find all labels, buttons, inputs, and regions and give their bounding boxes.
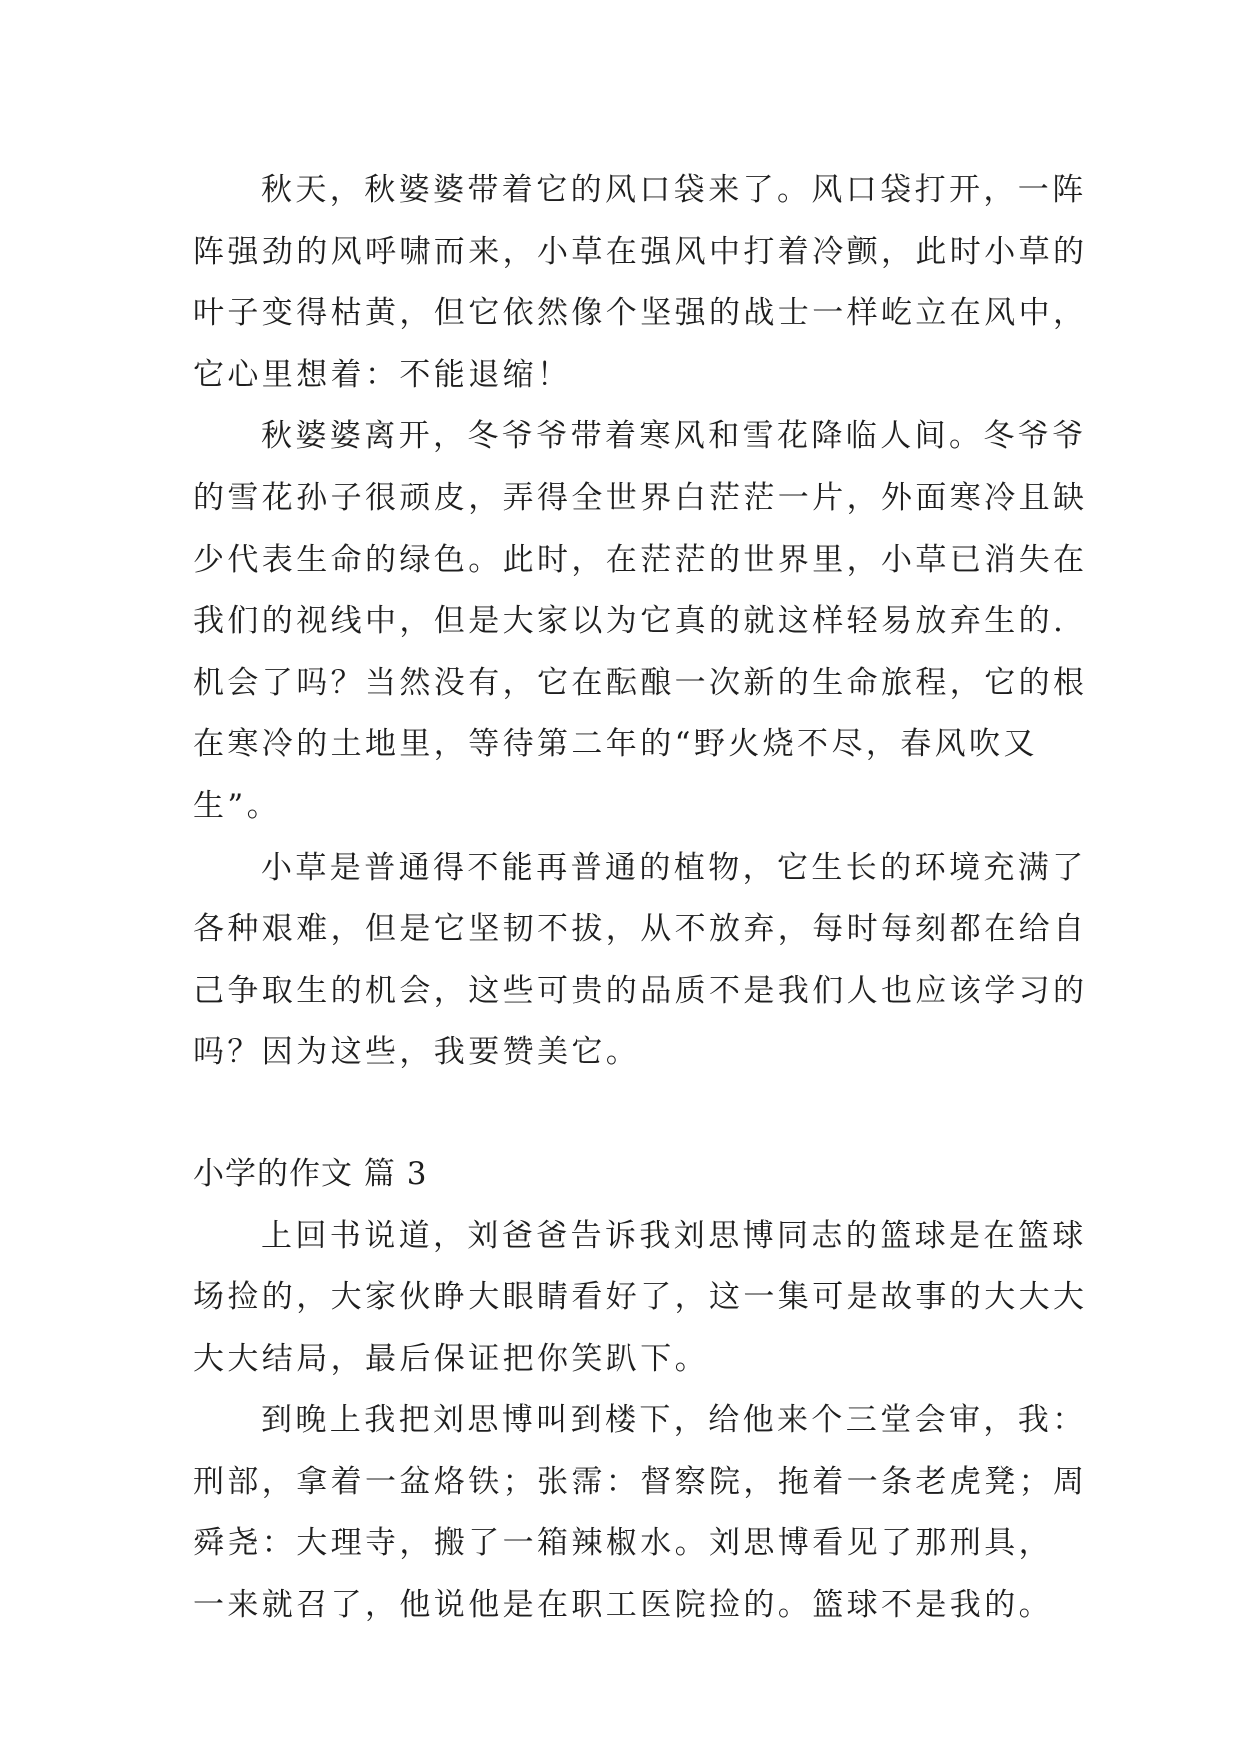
text-line: 它心里想着：不能退缩！ — [193, 356, 572, 393]
text-line: 吗？因为这些，我要赞美它。 — [193, 1034, 641, 1071]
text-line: 的雪花孙子很顽皮，弄得全世界白茫茫一片，外面寒冷且缺 — [193, 479, 1088, 516]
paragraph-autumn — [193, 160, 1088, 406]
text-line: 我们的视线中，但是大家以为它真的就这样轻易放弃生的. — [193, 603, 1067, 640]
text-line: 一来就召了，他说他是在职工医院捡的。篮球不是我的。 — [193, 1587, 1053, 1624]
text-line: 大大结局，最后保证把你笑趴下。 — [193, 1340, 709, 1377]
text-line: 刑部，拿着一盆烙铁；张霈：督察院，拖着一条老虎凳；周 — [193, 1463, 1088, 1500]
paragraph-winter — [193, 406, 1088, 837]
text-line: 阵强劲的风呼啸而来，小草在强风中打着冷颤，此时小草的 — [193, 233, 1088, 270]
document-body — [193, 160, 1088, 1637]
text-line: 舜尧：大理寺，搬了一箱辣椒水。刘思博看见了那刑具， — [193, 1525, 1053, 1562]
text-line: 上回书说道，刘爸爸告诉我刘思博同志的篮球是在篮球 — [261, 1217, 1087, 1254]
text-line: 叶子变得枯黄，但它依然像个坚强的战士一样屹立在风中， — [193, 295, 1088, 332]
text-line: 少代表生命的绿色。此时，在茫茫的世界里，小草已消失在 — [193, 541, 1088, 578]
section-spacer — [193, 1084, 1065, 1144]
paragraph-basketball-intro — [193, 1206, 1088, 1391]
text-line: 生”。 — [193, 787, 282, 824]
text-line: 场捡的，大家伙睁大眼睛看好了，这一集可是故事的大大大 — [193, 1279, 1088, 1316]
text-line: 机会了吗？当然没有，它在酝酿一次新的生命旅程，它的根 — [193, 664, 1088, 701]
text-line: 秋婆婆离开，冬爷爷带着寒风和雪花降临人间。冬爷爷 — [261, 418, 1087, 455]
text-line: 在寒冷的土地里，等待第二年的“野火烧不尽，春风吹又 — [193, 726, 1038, 763]
paragraph-conclusion — [193, 838, 1088, 1084]
text-line: 小草是普通得不能再普通的植物，它生长的环境充满了 — [261, 849, 1087, 886]
text-line: 各种艰难，但是它坚韧不拔，从不放弃，每时每刻都在给自 — [193, 911, 1088, 948]
text-line: 秋天，秋婆婆带着它的风口袋来了。风口袋打开，一阵 — [261, 172, 1087, 208]
paragraph-interrogation — [193, 1390, 1088, 1636]
text-line: 到晚上我把刘思博叫到楼下，给他来个三堂会审，我： — [261, 1402, 1087, 1439]
section-heading: 小学的作文 篇 3 — [193, 1155, 428, 1192]
text-line: 己争取生的机会，这些可贵的品质不是我们人也应该学习的 — [193, 972, 1088, 1009]
